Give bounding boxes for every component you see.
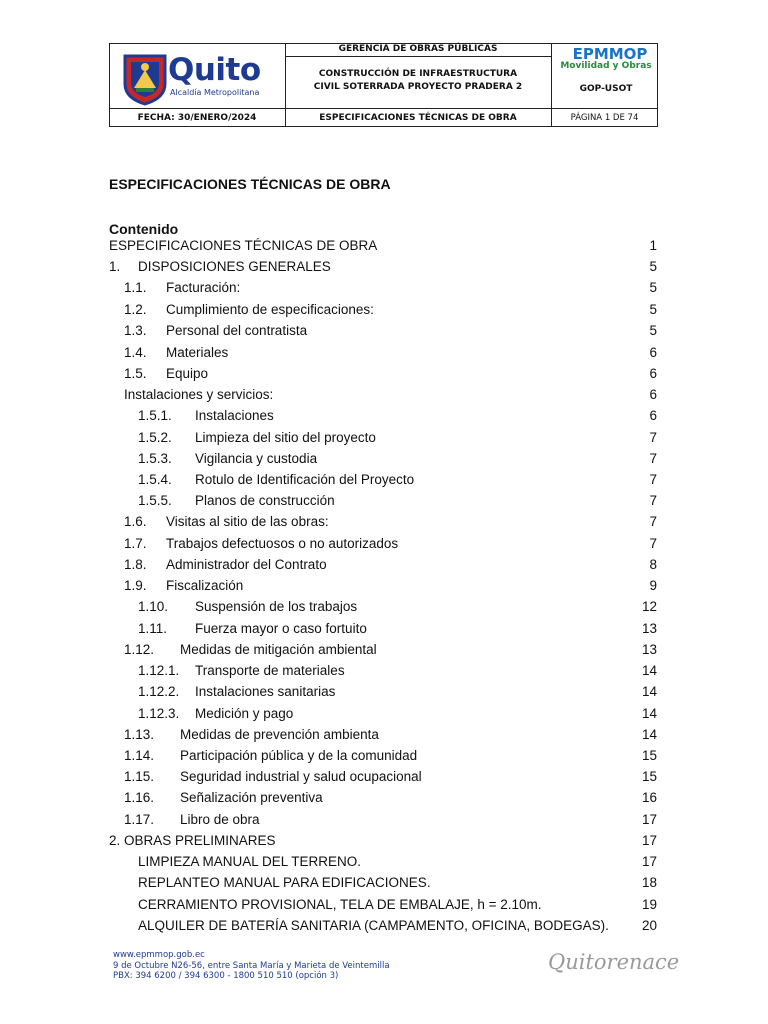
toc-entry[interactable] (0, 428, 768, 447)
toc-entry-title: Rotulo de Identificación del Proyecto (195, 472, 415, 487)
toc-entry-page: 14 (641, 684, 657, 699)
quito-logo-text: Quito (168, 52, 261, 88)
project-line-1: CONSTRUCCIÓN DE INFRAESTRUCTURA (318, 69, 518, 79)
toc-entry-number: 1.5.4. (138, 472, 172, 487)
toc-entry-number: 1.2. (124, 302, 147, 317)
toc-entry-title: Fuerza mayor o caso fortuito (195, 621, 367, 636)
toc-entry-number: 1.7. (124, 536, 147, 551)
toc-entry[interactable] (0, 597, 768, 616)
toc-entry-page: 16 (641, 790, 657, 805)
toc-entry-page: 6 (649, 345, 657, 360)
toc-entry-title: LIMPIEZA MANUAL DEL TERRENO. (138, 854, 362, 869)
toc-entry-page: 9 (649, 578, 657, 593)
toc-entry[interactable] (0, 491, 768, 510)
toc-entry-number: 1.16. (124, 790, 155, 805)
toc-entry-page: 20 (641, 918, 657, 933)
toc-entry-page: 7 (649, 451, 657, 466)
toc-entry[interactable] (0, 704, 768, 723)
toc-entry-page: 19 (641, 897, 657, 912)
toc-entry-title: Medidas de mitigación ambiental (180, 642, 377, 657)
toc-entry-page: 13 (641, 642, 657, 657)
toc-entry-number: 1.12.2. (138, 684, 180, 699)
toc-entry-page: 5 (649, 323, 657, 338)
footer-phone: PBX: 394 6200 / 394 6300 - 1800 510 510 (opción 3) (113, 971, 339, 981)
toc-entry[interactable] (0, 640, 768, 659)
toc-entry-page: 7 (649, 536, 657, 551)
toc-entry-title: Limpieza del sitio del proyecto (195, 430, 376, 445)
toc-entry[interactable] (0, 916, 768, 935)
toc-entry-title: CERRAMIENTO PROVISIONAL, TELA DE EMBALAJE, h = 2.10m. (138, 897, 542, 912)
toc-entry-number: 1.5.5. (138, 493, 172, 508)
footer-website: www.epmmop.gob.ec (113, 950, 205, 960)
toc-entry-page: 17 (641, 854, 657, 869)
toc-entry[interactable] (0, 343, 768, 362)
toc-entry-number: 1.8. (124, 557, 147, 572)
epmmop-logo-text: EPMMOP (572, 45, 648, 63)
toc-entry-number: 1.15. (124, 769, 155, 784)
toc-entry-title: Señalización preventiva (180, 790, 323, 805)
toc-entry-page: 12 (641, 599, 657, 614)
toc-entry-title: Instalaciones y servicios: (124, 387, 274, 402)
toc-entry-number: 1.5. (124, 366, 147, 381)
toc-entry-title: Personal del contratista (166, 323, 308, 338)
toc-entry-title: Materiales (166, 345, 229, 360)
toc-entry[interactable] (0, 788, 768, 807)
toc-entry-number: 1.5.1. (138, 408, 172, 423)
toc-entry[interactable] (0, 725, 768, 744)
toc-entry-title: Cumplimiento de especificaciones: (166, 302, 374, 317)
quitorenace-slogan: Quitorenace (548, 950, 680, 974)
toc-entry-title: Administrador del Contrato (166, 557, 327, 572)
toc-entry-number: 1.12.1. (138, 663, 180, 678)
footer-contact (113, 950, 390, 982)
project-line-2: CIVIL SOTERRADA PROYECTO PRADERA 2 (313, 82, 523, 92)
footer-address: 9 de Octubre N26-56, entre Santa María y Marieta de Veintemilla (113, 960, 390, 971)
page-count: PÁGINA 1 DE 74 (570, 113, 639, 123)
toc-entry-page: 15 (641, 748, 657, 763)
toc-entry-title: Seguridad industrial y salud ocupacional (180, 769, 422, 784)
toc-entry-page: 17 (641, 833, 657, 848)
page-title: ESPECIFICACIONES TÉCNICAS DE OBRA (109, 176, 391, 192)
epmmop-logo-subtext: Movilidad y Obras (560, 61, 652, 71)
quito-logo-subtext: Alcaldía Metropolitana (170, 88, 260, 97)
toc-entry-title: REPLANTEO MANUAL PARA EDIFICACIONES. (138, 875, 431, 890)
toc-entry[interactable] (0, 449, 768, 468)
toc-entry-page: 5 (649, 259, 657, 274)
toc-entry[interactable] (0, 278, 768, 297)
toc-entry-page: 14 (641, 706, 657, 721)
toc-entry-title: Trabajos defectuosos o no autorizados (166, 536, 399, 551)
toc-entry-page: 6 (649, 387, 657, 402)
toc-entry-page: 7 (649, 430, 657, 445)
toc-entry[interactable] (0, 619, 768, 638)
toc-entry-page: 15 (641, 769, 657, 784)
toc-entry-title: Participación pública y de la comunidad (180, 748, 418, 763)
toc-entry-title: Libro de obra (180, 812, 260, 827)
quito-coat-of-arms-icon (120, 50, 170, 106)
toc-entry[interactable] (0, 364, 768, 383)
toc-entry-number: 1.4. (124, 345, 147, 360)
toc-entry[interactable] (0, 555, 768, 574)
spec-label: ESPECIFICACIONES TÉCNICAS DE OBRA (319, 113, 517, 123)
toc-entry-title: 2. OBRAS PRELIMINARES (109, 833, 276, 848)
toc-entry[interactable] (0, 385, 768, 404)
toc-entry-number: 1. (109, 259, 121, 274)
toc-entry-title: Medición y pago (195, 706, 294, 721)
toc-entry-page: 14 (641, 727, 657, 742)
toc-entry[interactable] (0, 682, 768, 701)
toc-entry-number: 1.9. (124, 578, 147, 593)
toc-entry-title: Suspensión de los trabajos (195, 599, 358, 614)
toc-entry[interactable] (0, 895, 768, 914)
toc-entry[interactable] (0, 873, 768, 892)
document-code: GOP-USOT (579, 84, 633, 94)
toc-entry[interactable] (0, 300, 768, 319)
toc-entry[interactable] (0, 661, 768, 680)
toc-entry-page: 18 (641, 875, 657, 890)
toc-entry-page: 5 (649, 280, 657, 295)
toc-entry-title: Equipo (166, 366, 209, 381)
toc-entry[interactable] (0, 470, 768, 489)
toc-entry[interactable] (0, 534, 768, 553)
toc-entry-number: 1.12. (124, 642, 155, 657)
toc-entry-title: Medidas de prevención ambienta (180, 727, 379, 742)
toc-entry[interactable] (0, 852, 768, 871)
toc-entry-number: 1.5.2. (138, 430, 172, 445)
toc-entry-title: ALQUILER DE BATERÍA SANITARIA (CAMPAMENTO, OFICINA, BODEGAS). (138, 918, 609, 933)
toc-entry-number: 1.10. (138, 599, 169, 614)
toc-entry[interactable] (0, 406, 768, 425)
toc-entry-title: Transporte de materiales (195, 663, 345, 678)
toc-entry-page: 6 (649, 366, 657, 381)
toc-entry-title: ESPECIFICACIONES TÉCNICAS DE OBRA (109, 238, 378, 253)
toc-entry[interactable] (0, 321, 768, 340)
toc-entry[interactable] (0, 831, 768, 850)
toc-entry-title: Instalaciones (195, 408, 274, 423)
toc-entry-page: 1 (649, 238, 657, 253)
toc-entry-number: 1.12.3. (138, 706, 180, 721)
toc-entry-number: 1.3. (124, 323, 147, 338)
toc-entry-page: 7 (649, 472, 657, 487)
contents-heading: Contenido (109, 221, 179, 237)
toc-entry-number: 1.17. (124, 812, 155, 827)
toc-entry-number: 1.11. (138, 621, 168, 636)
gerencia-label: GERENCIA DE OBRAS PÚBLICAS (338, 44, 498, 54)
toc-entry-title: DISPOSICIONES GENERALES (138, 259, 331, 274)
toc-entry-title: Vigilancia y custodia (195, 451, 318, 466)
toc-entry-page: 13 (641, 621, 657, 636)
toc-entry-page: 14 (641, 663, 657, 678)
toc-entry[interactable] (0, 257, 768, 276)
toc-entry[interactable] (0, 746, 768, 765)
toc-entry-title: Instalaciones sanitarias (195, 684, 336, 699)
toc-entry-number: 1.6. (124, 514, 147, 529)
toc-entry-title: Fiscalización (166, 578, 244, 593)
toc-entry-title: Visitas al sitio de las obras: (166, 514, 329, 529)
toc-entry[interactable] (0, 810, 768, 829)
toc-entry-page: 6 (649, 408, 657, 423)
toc-entry[interactable] (0, 767, 768, 786)
toc-entry-page: 17 (641, 812, 657, 827)
fecha-label: FECHA: 30/ENERO/2024 (137, 113, 257, 123)
toc-entry-page: 7 (649, 514, 657, 529)
toc-entry-page: 5 (649, 302, 657, 317)
toc-entry-number: 1.14. (124, 748, 155, 763)
toc-entry-page: 7 (649, 493, 657, 508)
toc-entry[interactable] (0, 512, 768, 531)
toc-entry-title: Facturación: (166, 280, 241, 295)
toc-entry-number: 1.13. (124, 727, 155, 742)
toc-entry-title: Planos de construcción (195, 493, 335, 508)
toc-entry-number: 1.5.3. (138, 451, 172, 466)
toc-entry-number: 1.1. (124, 280, 147, 295)
toc-entry[interactable] (0, 236, 768, 255)
toc-entry-page: 8 (649, 557, 657, 572)
toc-entry[interactable] (0, 576, 768, 595)
header-divider (285, 56, 551, 57)
